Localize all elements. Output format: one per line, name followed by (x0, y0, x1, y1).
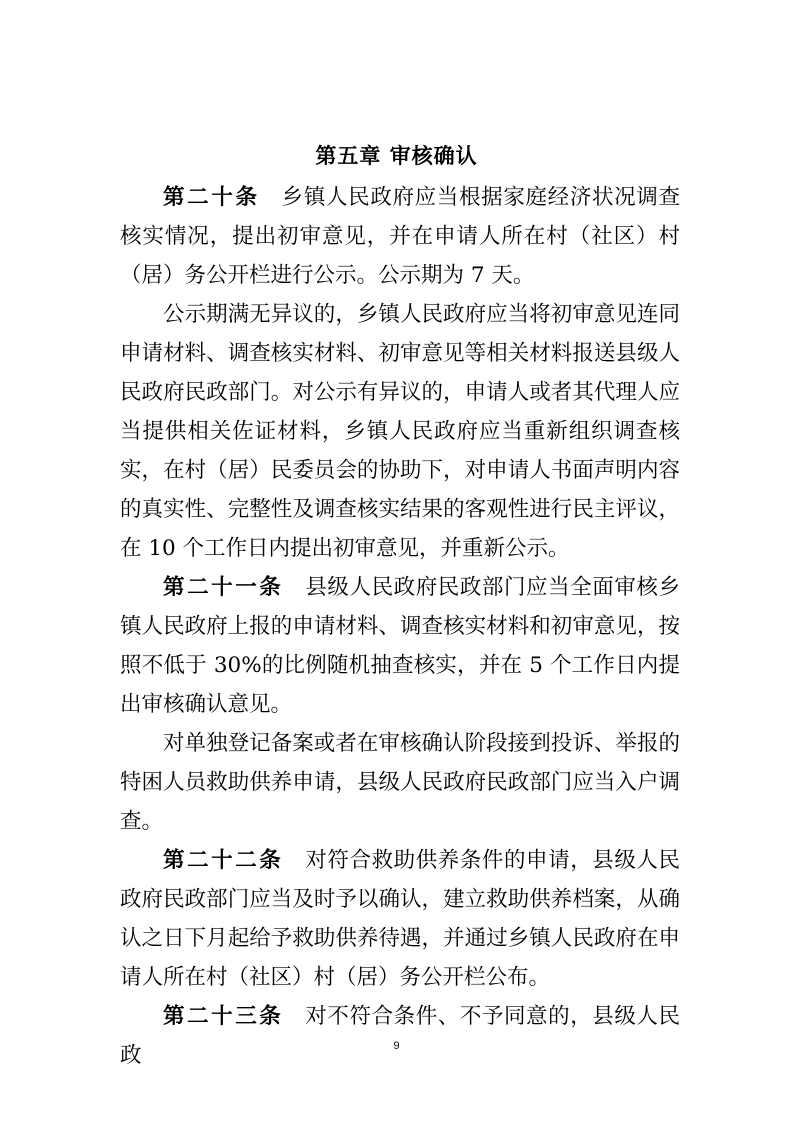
article-21 (120, 568, 680, 724)
article-20 (120, 178, 680, 295)
page-number: 9 (393, 1040, 400, 1052)
article-text: 乡镇人民政府应当根据家庭经济状况调查核实情况，提出初审意见，并在申请人所在村（社区）村（居）务公开栏进行公示。公示期为 7 天。 (120, 185, 680, 288)
article-number: 第二十一条 (163, 575, 284, 600)
article-number: 第二十二条 (163, 848, 284, 873)
article-number: 第二十条 (163, 185, 260, 210)
article-text: 对符合救助供养条件的申请，县级人民政府民政部门应当及时予以确认，建立救助供养档案，从确认之日下月起给予救助供养待遇，并通过乡镇人民政府在申请人所在村（社区）村（居）务公开栏公布。 (120, 848, 680, 990)
paragraph: 对单独登记备案或者在审核确认阶段接到投诉、举报的特困人员救助供养申请，县级人民政府民政部门应当入户调查。 (120, 731, 680, 834)
chapter-title: 第五章 审核确认 (315, 143, 478, 168)
article-number: 第二十三条 (163, 1004, 284, 1029)
article-23 (120, 997, 680, 1075)
article-text: 对不符合条件、不予同意的，县级人民政 (120, 1004, 680, 1068)
paragraph: 公示期满无异议的，乡镇人民政府应当将初审意见连同申请材料、调查核实材料、初审意见等相关材料报送县级人民政府民政部门。对公示有异议的，申请人或者其代理人应当提供相关佐证材料，乡镇人民政府应当重新组织调查核实，在村（居）民委员会的协助下，对申请人书面声明内容的真实性、完整性及调查核实结果的客观性进行民主评议，在 10 个工作日内提出初审意见，并重新公示。 (120, 302, 680, 561)
article-text: 县级人民政府民政部门应当全面审核乡镇人民政府上报的申请材料、调查核实材料和初审意见，按照不低于 30%的比例随机抽查核实，并在 5 个工作日内提出审核确认意见。 (120, 575, 680, 717)
document-body (120, 178, 680, 1075)
article-22 (120, 841, 680, 997)
